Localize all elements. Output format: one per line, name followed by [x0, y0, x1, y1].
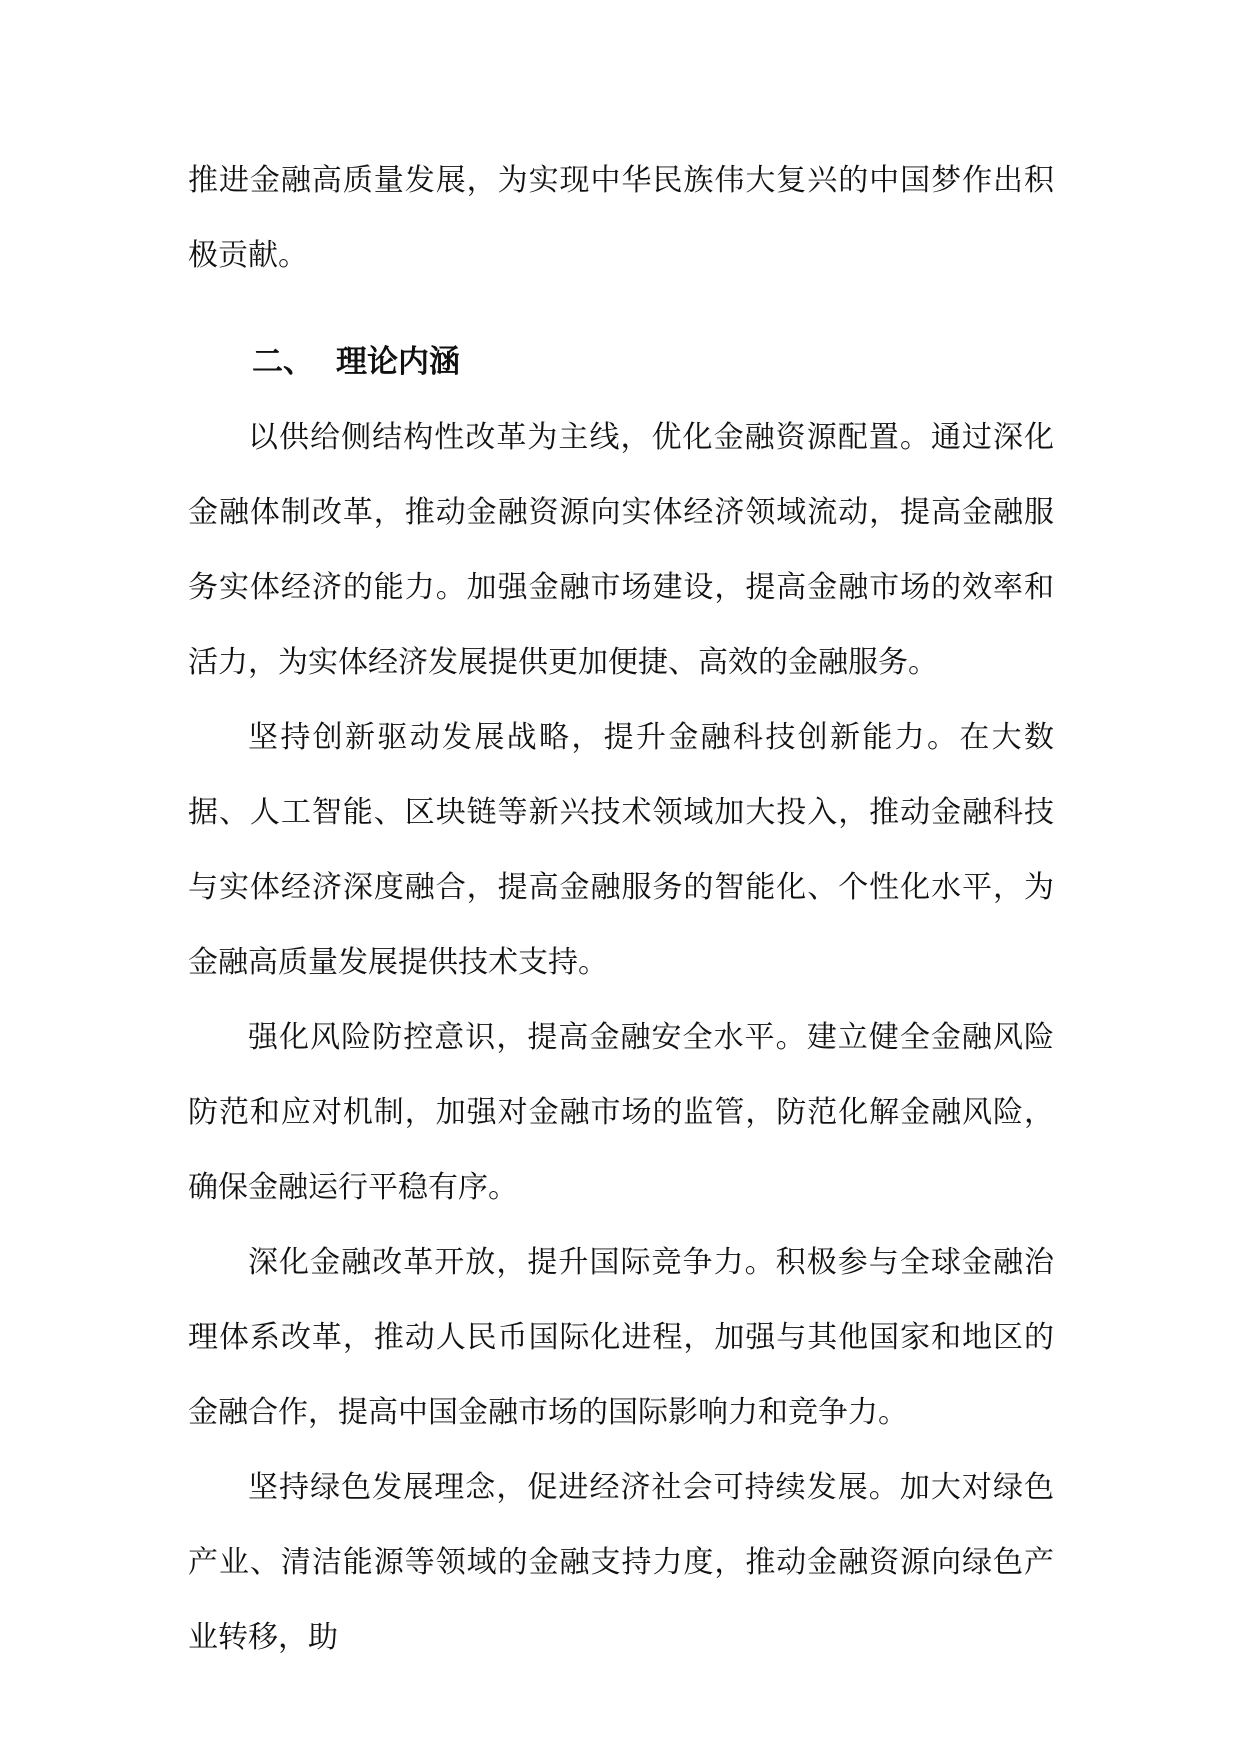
section-heading — [188, 325, 1054, 400]
body-paragraph-risk-control: 强化风险防控意识，提高金融安全水平。建立健全金融风险防范和应对机制，加强对金融市场的监管，防范化解金融风险，确保金融运行平稳有序。 — [188, 1020, 1054, 1205]
section-number: 二、 — [252, 344, 314, 380]
opening-paragraph: 推进金融高质量发展，为实现中华民族伟大复兴的中国梦作出积极贡献。 — [188, 163, 1054, 273]
section-title: 理论内涵 — [336, 344, 460, 380]
body-paragraph-fintech-innovation: 坚持创新驱动发展战略，提升金融科技创新能力。在大数据、人工智能、区块链等新兴技术领域加大投入，推动金融科技与实体经济深度融合，提高金融服务的智能化、个性化水平，为金融高质量发展提供技术支持。 — [188, 720, 1054, 980]
body-paragraph-reform-opening: 深化金融改革开放，提升国际竞争力。积极参与全球金融治理体系改革，推动人民币国际化进程，加强与其他国家和地区的金融合作，提高中国金融市场的国际影响力和竞争力。 — [188, 1245, 1054, 1430]
document-body — [188, 143, 1054, 1675]
body-paragraph-supply-side-reform: 以供给侧结构性改革为主线，优化金融资源配置。通过深化金融体制改革，推动金融资源向实体经济领域流动，提高金融服务实体经济的能力。加强金融市场建设，提高金融市场的效率和活力，为实体经济发展提供更加便捷、高效的金融服务。 — [188, 420, 1054, 680]
body-paragraph-green-development: 坚持绿色发展理念，促进经济社会可持续发展。加大对绿色产业、清洁能源等领域的金融支持力度，推动金融资源向绿色产业转移，助 — [188, 1470, 1054, 1655]
